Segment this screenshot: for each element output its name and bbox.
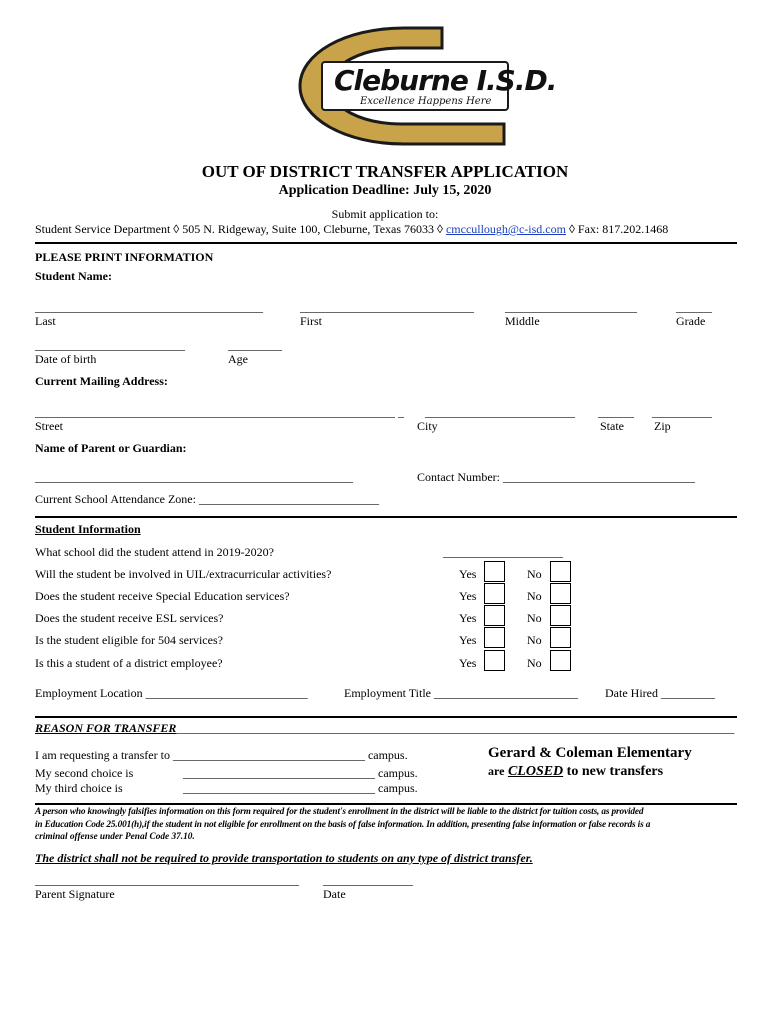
street-field[interactable]: ____________________________________________________________ _ bbox=[35, 405, 404, 419]
question-employee: Is this a student of a district employee? bbox=[35, 656, 223, 670]
header-divider bbox=[35, 242, 737, 244]
previous-school-field[interactable]: ____________________ bbox=[443, 545, 563, 559]
transportation-notice: The district shall not be required to provide transportation to students on any type of district transfer. bbox=[35, 851, 533, 865]
street-label: Street bbox=[35, 419, 63, 433]
504-yes-checkbox[interactable] bbox=[484, 627, 505, 648]
section-divider-reason bbox=[35, 716, 737, 718]
zip-label: Zip bbox=[654, 419, 671, 433]
notice-are: are bbox=[488, 764, 505, 778]
question-uil: Will the student be involved in UIL/extracurricular activities? bbox=[35, 567, 332, 581]
special-ed-no-checkbox[interactable] bbox=[550, 583, 571, 604]
grade-field[interactable]: ______ bbox=[676, 300, 712, 314]
date-label: Date bbox=[323, 887, 346, 901]
no-label: No bbox=[527, 589, 542, 603]
employee-yes-checkbox[interactable] bbox=[484, 650, 505, 671]
notice-closed: CLOSED bbox=[507, 764, 564, 779]
dob-field[interactable]: _________________________ bbox=[35, 338, 185, 352]
application-deadline: Application Deadline: July 15, 2020 bbox=[278, 183, 492, 198]
last-name-field[interactable]: ______________________________________ bbox=[35, 300, 263, 314]
yes-label: Yes bbox=[459, 589, 477, 603]
contact-number-field[interactable]: Contact Number: ________________________________ bbox=[417, 470, 695, 484]
employment-title-field[interactable]: Employment Title ________________________ bbox=[344, 686, 579, 700]
third-choice-label: My third choice is bbox=[35, 781, 123, 795]
no-label: No bbox=[527, 611, 542, 625]
disclaimer-line-3: criminal offense under Penal Code 37.10. bbox=[35, 832, 195, 842]
parent-signature-field[interactable]: ____________________________________________ bbox=[35, 873, 299, 887]
section-divider-legal bbox=[35, 803, 737, 805]
first-choice-field[interactable]: I am requesting a transfer to ________________________________ campus. bbox=[35, 748, 408, 762]
state-field[interactable]: ______ bbox=[598, 405, 634, 419]
middle-name-field[interactable]: ______________________ bbox=[505, 300, 637, 314]
email-link[interactable]: cmccullough@c-isd.com bbox=[445, 222, 566, 236]
disclaimer-line-2: in Education Code 25.001(h),if the student in not eligible for enrollment on the basis of false information. In addition, presenting false information or false records is a bbox=[35, 820, 651, 830]
esl-no-checkbox[interactable] bbox=[550, 605, 571, 626]
submission-address bbox=[35, 222, 668, 237]
third-choice-field[interactable]: ________________________________ campus. bbox=[183, 781, 418, 795]
parent-signature-label: Parent Signature bbox=[35, 887, 115, 901]
uil-no-checkbox[interactable] bbox=[550, 561, 571, 582]
student-name-label: Student Name: bbox=[35, 269, 112, 283]
parent-guardian-label: Name of Parent or Guardian: bbox=[35, 441, 187, 455]
question-esl: Does the student receive ESL services? bbox=[35, 611, 224, 625]
yes-label: Yes bbox=[459, 567, 477, 581]
fax-text: ◊ Fax: 817.202.1468 bbox=[565, 222, 669, 236]
disclaimer-line-1: A person who knowingly falsifies information on this form required for the student's enrollment in the district will be liable to the district for tuition costs, as provided bbox=[35, 807, 644, 817]
no-label: No bbox=[527, 633, 542, 647]
form-title: OUT OF DISTRICT TRANSFER APPLICATION bbox=[201, 162, 569, 181]
no-label: No bbox=[527, 656, 542, 670]
logo-name: Cleburne I.S.D. bbox=[334, 64, 557, 97]
submit-to-label: Submit application to: bbox=[331, 207, 439, 221]
no-label: No bbox=[527, 567, 542, 581]
reason-line[interactable]: _____________________________________________________________________________________________ bbox=[176, 721, 735, 735]
reason-heading: REASON FOR TRANSFER bbox=[35, 721, 177, 735]
grade-label: Grade bbox=[676, 314, 706, 328]
date-hired-field[interactable]: Date Hired _________ bbox=[605, 686, 715, 700]
504-no-checkbox[interactable] bbox=[550, 627, 571, 648]
cleburne-isd-logo bbox=[282, 24, 557, 149]
closed-schools-title: Gerard & Coleman Elementary bbox=[488, 745, 692, 761]
yes-label: Yes bbox=[459, 656, 477, 670]
reason-for-transfer-row[interactable] bbox=[35, 721, 737, 736]
city-field[interactable]: _________________________ bbox=[425, 405, 575, 419]
first-name-field[interactable]: _____________________________ bbox=[300, 300, 474, 314]
zip-field[interactable]: __________ bbox=[652, 405, 712, 419]
section-divider-student bbox=[35, 516, 737, 518]
middle-label: Middle bbox=[505, 314, 540, 328]
print-info-heading: PLEASE PRINT INFORMATION bbox=[35, 250, 214, 264]
special-ed-yes-checkbox[interactable] bbox=[484, 583, 505, 604]
esl-yes-checkbox[interactable] bbox=[484, 605, 505, 626]
second-choice-label: My second choice is bbox=[35, 766, 134, 780]
dob-label: Date of birth bbox=[35, 352, 97, 366]
question-special-education: Does the student receive Special Education services? bbox=[35, 589, 290, 603]
closed-schools-notice bbox=[488, 764, 663, 780]
yes-label: Yes bbox=[459, 611, 477, 625]
first-label: First bbox=[300, 314, 323, 328]
mailing-address-label: Current Mailing Address: bbox=[35, 374, 168, 388]
logo-tagline: Excellence Happens Here bbox=[360, 96, 492, 107]
yes-label: Yes bbox=[459, 633, 477, 647]
second-choice-field[interactable]: ________________________________ campus. bbox=[183, 766, 418, 780]
employee-no-checkbox[interactable] bbox=[550, 650, 571, 671]
question-504: Is the student eligible for 504 services? bbox=[35, 633, 223, 647]
attendance-zone-field[interactable]: Current School Attendance Zone: ______________________________ bbox=[35, 492, 379, 506]
address-text: Student Service Department ◊ 505 N. Ridgeway, Suite 100, Cleburne, Texas 76033 ◊ bbox=[35, 222, 446, 236]
city-label: City bbox=[417, 419, 438, 433]
employment-location-field[interactable]: Employment Location ___________________________ bbox=[35, 686, 308, 700]
notice-tail: to new transfers bbox=[563, 764, 664, 779]
state-label: State bbox=[600, 419, 624, 433]
signature-date-field[interactable]: _______________ bbox=[323, 873, 413, 887]
previous-school-question: What school did the student attend in 2019-2020? bbox=[35, 545, 274, 559]
age-field[interactable]: _________ bbox=[228, 338, 282, 352]
uil-yes-checkbox[interactable] bbox=[484, 561, 505, 582]
student-info-heading: Student Information bbox=[35, 522, 141, 536]
age-label: Age bbox=[228, 352, 248, 366]
parent-name-field[interactable]: _____________________________________________________ bbox=[35, 470, 353, 484]
last-label: Last bbox=[35, 314, 56, 328]
